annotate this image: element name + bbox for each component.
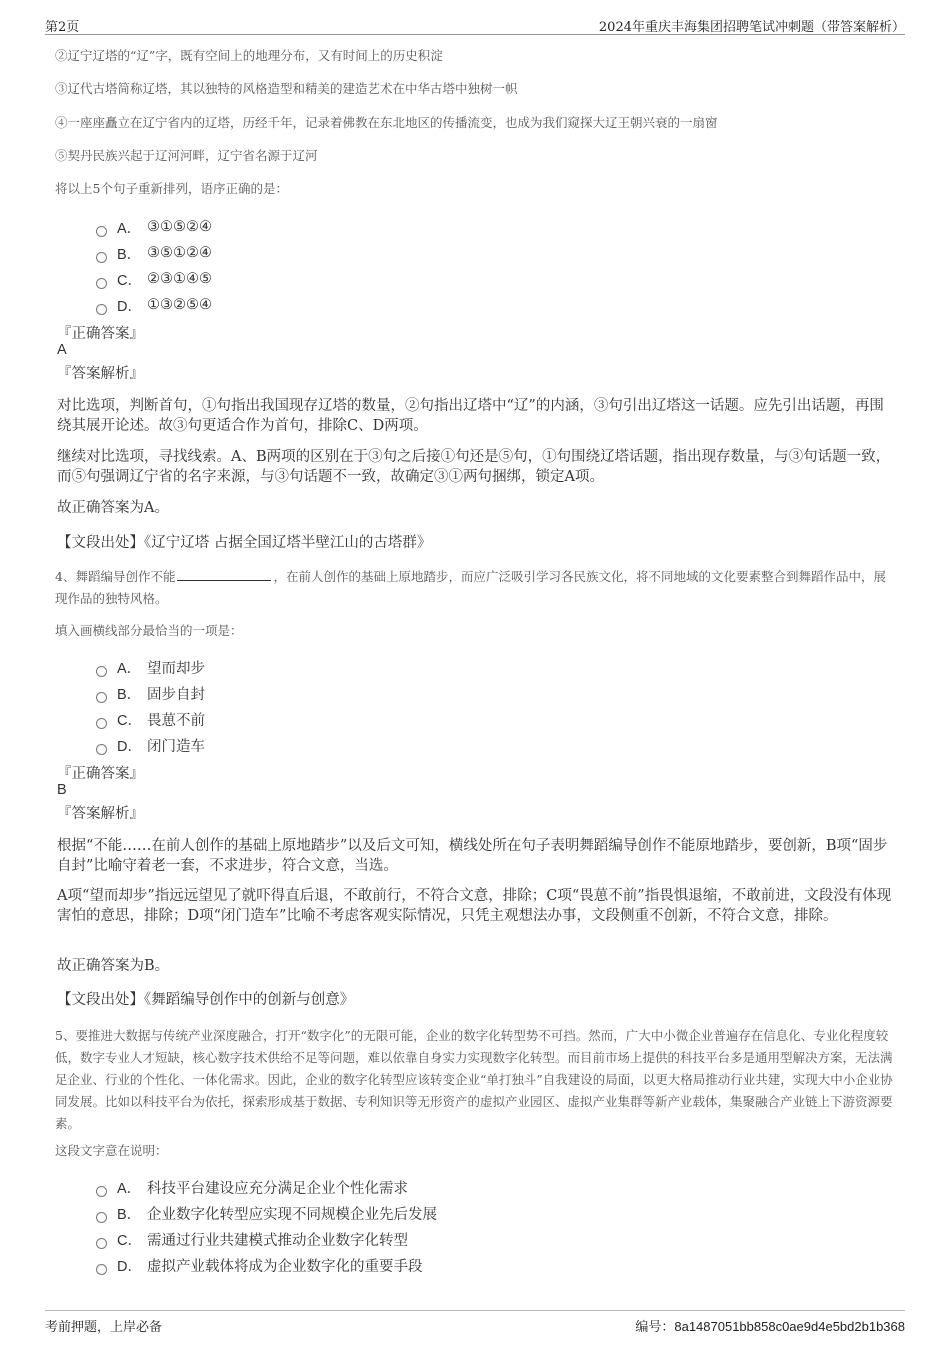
radio-button-icon[interactable] — [96, 252, 107, 263]
q4-answer: B — [57, 782, 67, 798]
q3-analysis-paragraph-2: 继续对比选项，寻找线索。A、B两项的区别在于③句之后接①句还是⑤句，①句围绕辽塔话题，指出现存数量，与③句话题一致，而⑤句强调辽宁省的名字来源，与③句话题不一致，故确定③①两句捆绑，锁定A项。 — [57, 449, 891, 485]
q4-prompt: 填入画横线部分最恰当的一项是： — [55, 623, 243, 638]
q5-option-a[interactable]: A． 科技平台建设应充分满足企业个性化需求 — [96, 1176, 408, 1198]
q3-analysis-label: 『答案解析』 — [57, 366, 144, 382]
q3-answer: A — [57, 342, 67, 358]
radio-button-icon[interactable] — [96, 1186, 107, 1197]
q5-prompt: 这段文字意在说明： — [55, 1143, 168, 1158]
q3-option-d[interactable]: D． ①③②⑤④ — [96, 294, 212, 316]
q3-option-b[interactable]: B． ③⑤①②④ — [96, 242, 212, 264]
q4-analysis-label: 『答案解析』 — [57, 806, 144, 822]
radio-button-icon[interactable] — [96, 718, 107, 729]
q4-analysis-paragraph-1: 根据“不能……在前人创作的基础上原地踏步”以及后文可知，横线处所在句子表明舞蹈编导创作不能原地踏步，要创新，B项“固步自封”比喻守着老一套，不求进步，符合文意，当选。 — [57, 838, 888, 874]
radio-button-icon[interactable] — [96, 226, 107, 237]
page-header — [45, 16, 905, 35]
q4-option-a[interactable]: A． 望而却步 — [96, 656, 205, 678]
page-footer — [45, 1310, 905, 1335]
q3-sentence-2: ②辽宁辽塔的“辽”字，既有空间上的地理分布，又有时间上的历史积淀 — [55, 48, 443, 63]
q3-prompt: 将以上5个句子重新排列，语序正确的是： — [55, 181, 288, 196]
page-number: 第2页 — [45, 20, 80, 35]
q3-analysis-paragraph-1: 对比选项，判断首句，①句指出我国现存辽塔的数量，②句指出辽塔中“辽”的内涵，③句引出辽塔这一话题。应先引出话题，再围绕其展开论述。故③句更适合作为首句，排除C、D两项。 — [57, 398, 884, 434]
q4-analysis-conclusion: 故正确答案为B。 — [57, 958, 170, 974]
footer-slogan: 考前押题，上岸必备 — [45, 1320, 163, 1335]
radio-button-icon[interactable] — [96, 278, 107, 289]
q3-option-a[interactable]: A． ③①⑤②④ — [96, 216, 212, 238]
q3-analysis-conclusion: 故正确答案为A。 — [57, 500, 169, 516]
radio-button-icon[interactable] — [96, 304, 107, 315]
q4-source: 【文段出处】《舞蹈编导创作中的创新与创意》 — [57, 992, 355, 1008]
q4-option-d[interactable]: D． 闭门造车 — [96, 734, 205, 756]
q3-source: 【文段出处】《辽宁辽塔 占据全国辽塔半壁江山的古塔群》 — [57, 535, 432, 551]
q3-sentence-3: ③辽代古塔简称辽塔，其以独特的风格造型和精美的建造艺术在中华古塔中独树一帜 — [55, 81, 518, 96]
answer-blank — [177, 568, 271, 581]
q5-stem: 5、要推进大数据与传统产业深度融合，打开“数字化”的无限可能，企业的数字化转型势不可挡。然而，广大中小微企业普遍存在信息化、专业化程度较低，数字专业人才短缺，核心数字技术供给不足等问题，难以依靠自身实力实现数字化转型。而目前市场上提供的科技平台多是通用型解决方案，无法满足企业、行业的个性化、一体化需求。因此，企业的数字化转型应该转变企业“单打独斗”自我建设的局面，以更大格局推动行业共建，实现大中小企业协同发展。比如以科技平台为依托，探索形成基于数据、专利知识等无形资产的虚拟产业园区、虚拟产业集群等新产业载体，集聚融合产业链上下游资源要素。 — [55, 1028, 893, 1131]
q3-sentence-5: ⑤契丹民族兴起于辽河河畔，辽宁省名源于辽河 — [55, 148, 318, 163]
q3-option-c[interactable]: C． ②③①④⑤ — [96, 268, 212, 290]
q5-option-c[interactable]: C． 需通过行业共建模式推动企业数字化转型 — [96, 1228, 408, 1250]
radio-button-icon[interactable] — [96, 744, 107, 755]
radio-button-icon[interactable] — [96, 1264, 107, 1275]
q4-option-b[interactable]: B． 固步自封 — [96, 682, 205, 704]
q4-analysis-paragraph-2: A项“望而却步”指远远望见了就吓得直后退，不敢前行，不符合文意，排除；C项“畏葸不前”指畏惧退缩，不敢前进，文段没有体现害怕的意思，排除；D项“闭门造车”比喻不考虑客观实际情况，只凭主观想法办事，文段侧重不创新，不符合文意，排除。 — [57, 888, 892, 924]
q3-answer-label: 『正确答案』 — [57, 326, 144, 342]
q4-option-c[interactable]: C． 畏葸不前 — [96, 708, 205, 730]
q4-stem: 4、舞蹈编导创作不能 ，在前人创作的基础上原地踏步，而应广泛吸引学习各民族文化，将不同地域的文化要素整合到舞蹈作品中，展现作品的独特风格。 — [55, 569, 886, 606]
q5-option-b[interactable]: B． 企业数字化转型应实现不同规模企业先后发展 — [96, 1202, 437, 1224]
radio-button-icon[interactable] — [96, 692, 107, 703]
q3-sentence-4: ④一座座矗立在辽宁省内的辽塔，历经千年，记录着佛教在东北地区的传播流变，也成为我们窥探大辽王朝兴衰的一扇窗 — [55, 115, 718, 130]
q5-option-d[interactable]: D． 虚拟产业载体将成为企业数字化的重要手段 — [96, 1254, 423, 1276]
document-code: 编号：8a1487051bb858c0ae9d4e5bd2b1b368 — [635, 1319, 905, 1334]
document-title: 2024年重庆丰海集团招聘笔试冲刺题（带答案解析） — [598, 20, 905, 35]
radio-button-icon[interactable] — [96, 1212, 107, 1223]
q4-answer-label: 『正确答案』 — [57, 766, 144, 782]
radio-button-icon[interactable] — [96, 1238, 107, 1249]
radio-button-icon[interactable] — [96, 666, 107, 677]
